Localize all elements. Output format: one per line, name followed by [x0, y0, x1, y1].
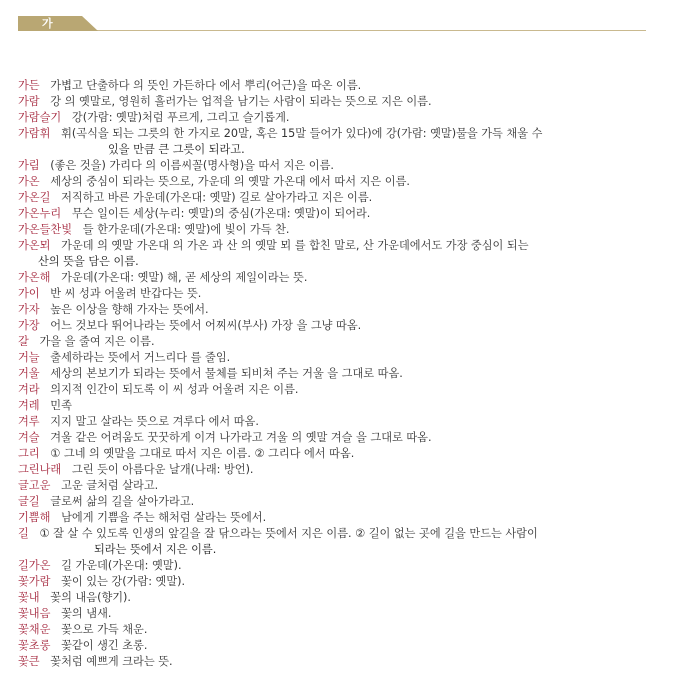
entry-term: 겨루: [18, 415, 40, 428]
entry-definition: 길 가운데(가온대: 옛말).: [61, 559, 182, 572]
entry-definition: 꽃의 내음(향기).: [50, 591, 131, 604]
entry-definition: (좋은 것을) 가리다 의 이름씨꼴(명사형)을 따서 지은 이름.: [50, 159, 334, 172]
entry-term: 꽃채운: [18, 623, 51, 636]
entry-definition: 꽃의 냄새.: [61, 607, 112, 620]
entry-definition: 꽃처럼 예쁘게 크라는 뜻.: [50, 655, 173, 668]
entry-definition: 가볍고 단출하다 의 뜻인 가든하다 에서 뿌리(어근)을 따온 이름.: [50, 79, 362, 92]
entry-definition: 저직하고 바른 가운데(가온대: 옛말) 길로 살아가라고 지은 이름.: [61, 191, 373, 204]
entry-term: 가람: [18, 95, 40, 108]
entry-term: 꽃큰: [18, 655, 40, 668]
entry-definition: 높은 이상을 향해 가자는 뜻에서.: [50, 303, 209, 316]
entry-term: 글길: [18, 495, 40, 508]
list-item: [18, 510, 678, 526]
list-item: [18, 622, 678, 638]
entry-term: 글고운: [18, 479, 51, 492]
entry-term: 겨라: [18, 383, 40, 396]
entry-definition: 무슨 일이든 세상(누리: 옛말)의 중심(가온대: 옛말)이 되어라.: [71, 207, 371, 220]
entry-definition: 강(가람: 옛말)처럼 푸르게, 그리고 슬기롭게.: [71, 111, 290, 124]
list-item: [18, 414, 678, 430]
entry-term: 겨슬: [18, 431, 40, 444]
entry-term: 가온뫼: [18, 239, 51, 252]
list-item: [18, 526, 678, 542]
entry-definition: 어느 것보다 뛰어나라는 뜻에서 어찌씨(부사) 가장 을 그냥 따옴.: [50, 319, 362, 332]
list-item: [18, 222, 678, 238]
list-item: [18, 94, 678, 110]
list-item: [18, 430, 678, 446]
list-item: [18, 158, 678, 174]
entry-definition: 들 한가운데(가온대: 옛말)에 빛이 가득 찬.: [82, 223, 290, 236]
header-divider: [18, 30, 646, 31]
section-tab-label: 가: [42, 17, 53, 30]
entry-term: 꽃가람: [18, 575, 51, 588]
entry-term: 꽃초롱: [18, 639, 51, 652]
list-item: [18, 78, 678, 94]
entry-term: 가온해: [18, 271, 51, 284]
entry-definition: 꽃같이 생긴 초롱.: [61, 639, 148, 652]
entry-definition: 글로써 삶의 길을 살아가라고.: [50, 495, 195, 508]
list-item: [18, 606, 678, 622]
list-item: [18, 366, 678, 382]
entry-continuation: 산의 뜻을 담은 이름.: [38, 255, 139, 268]
entry-definition: 세상의 중심이 되라는 뜻으로, 가운데 의 옛말 가온대 에서 따서 지은 이름.: [50, 175, 410, 188]
entry-definition: 그린 듯이 아름다운 날개(나래: 방언).: [71, 463, 254, 476]
entry-definition: 휘(곡식을 되는 그릇의 한 가지로 20말, 혹은 15말 들어가 있다)에 강(가람: 옛말)물을 가득 채울 수: [61, 127, 543, 140]
list-item: [18, 190, 678, 206]
entry-definition: 겨울 같은 어려움도 꿋꿋하게 이겨 나가라고 겨울 의 옛말 겨슬 을 그대로 따옴.: [50, 431, 432, 444]
section-tab: [18, 16, 98, 31]
list-item: [18, 462, 678, 478]
entry-definition: 지지 말고 살라는 뜻으로 겨루다 에서 따옴.: [50, 415, 259, 428]
list-item: [18, 350, 678, 366]
entry-definition: 꽃이 있는 강(가람: 옛말).: [61, 575, 186, 588]
entry-definition: 세상의 본보기가 되라는 뜻에서 물체를 되비쳐 주는 거울 을 그대로 따옴.: [50, 367, 403, 380]
entry-term: 가온들찬빛: [18, 223, 73, 236]
entry-definition: 민족: [50, 399, 72, 412]
entry-term: 가자: [18, 303, 40, 316]
entry-definition: ① 잘 살 수 있도록 인생의 앞길을 잘 닦으라는 뜻에서 지은 이름. ② 길이 없는 곳에 길을 만드는 사람이: [39, 527, 538, 540]
list-item: [18, 302, 678, 318]
entry-term: 꽃내음: [18, 607, 51, 620]
entry-term: 가온길: [18, 191, 51, 204]
entry-definition: 강 의 옛말로, 영원히 흘러가는 업적을 남기는 사람이 되라는 뜻으로 지은 이름.: [50, 95, 432, 108]
list-item: [18, 446, 678, 462]
name-entry-list: [18, 78, 678, 670]
entry-definition: 꽃으로 가득 채운.: [61, 623, 148, 636]
list-item: [18, 478, 678, 494]
entry-term: 가람휘: [18, 127, 51, 140]
entry-term: 그리: [18, 447, 40, 460]
entry-term: 가림: [18, 159, 40, 172]
entry-term: 길: [18, 527, 29, 540]
list-item: [18, 318, 678, 334]
list-item: [18, 206, 678, 222]
entry-term: 길가온: [18, 559, 51, 572]
list-item: [18, 174, 678, 190]
entry-definition: 의지적 인간이 되도록 이 씨 성과 어울려 지은 이름.: [50, 383, 299, 396]
list-item: [18, 638, 678, 654]
entry-definition: ① 그네 의 옛말을 그대로 따서 지은 이름. ② 그리다 에서 따옴.: [50, 447, 355, 460]
list-item: [18, 382, 678, 398]
list-item: [18, 654, 678, 670]
entry-term: 거울: [18, 367, 40, 380]
entry-definition: 가을 을 줄여 지은 이름.: [39, 335, 155, 348]
list-item: [18, 574, 678, 590]
entry-continuation: 있을 만큼 큰 그릇이 되라고.: [108, 143, 245, 156]
list-item: [18, 494, 678, 510]
list-item: [18, 110, 678, 126]
entry-term: 기쁨해: [18, 511, 51, 524]
entry-term: 가온누리: [18, 207, 62, 220]
entry-term: 갈: [18, 335, 29, 348]
entry-term: 그린나래: [18, 463, 62, 476]
entry-definition: 가운데(가온대: 옛말) 해, 곧 세상의 제일이라는 뜻.: [61, 271, 308, 284]
list-item: [18, 286, 678, 302]
entry-definition: 반 씨 성과 어울려 반갑다는 뜻.: [50, 287, 202, 300]
entry-term: 겨레: [18, 399, 40, 412]
entry-definition: 가운데 의 옛말 가온대 의 가온 과 산 의 옛말 뫼 를 합친 말로, 산 가운데에서도 가장 중심이 되는: [61, 239, 529, 252]
list-item: [18, 590, 678, 606]
entry-term: 가온: [18, 175, 40, 188]
entry-definition: 고운 글처럼 살라고.: [61, 479, 159, 492]
entry-term: 꽃내: [18, 591, 40, 604]
entry-definition: 출세하라는 뜻에서 거느리다 를 줄임.: [50, 351, 231, 364]
list-item: [18, 126, 678, 142]
entry-term: 가장: [18, 319, 40, 332]
entry-term: 가이: [18, 287, 40, 300]
entry-term: 거늘: [18, 351, 40, 364]
entry-continuation: 되라는 뜻에서 지은 이름.: [94, 543, 217, 556]
list-item: [18, 558, 678, 574]
entry-term: 가든: [18, 79, 40, 92]
entry-term: 가람슬기: [18, 111, 62, 124]
list-item: [18, 270, 678, 286]
list-item: [18, 238, 678, 254]
list-item: [18, 334, 678, 350]
entry-definition: 남에게 기쁨을 주는 해처럼 살라는 뜻에서.: [61, 511, 267, 524]
list-item: [18, 398, 678, 414]
